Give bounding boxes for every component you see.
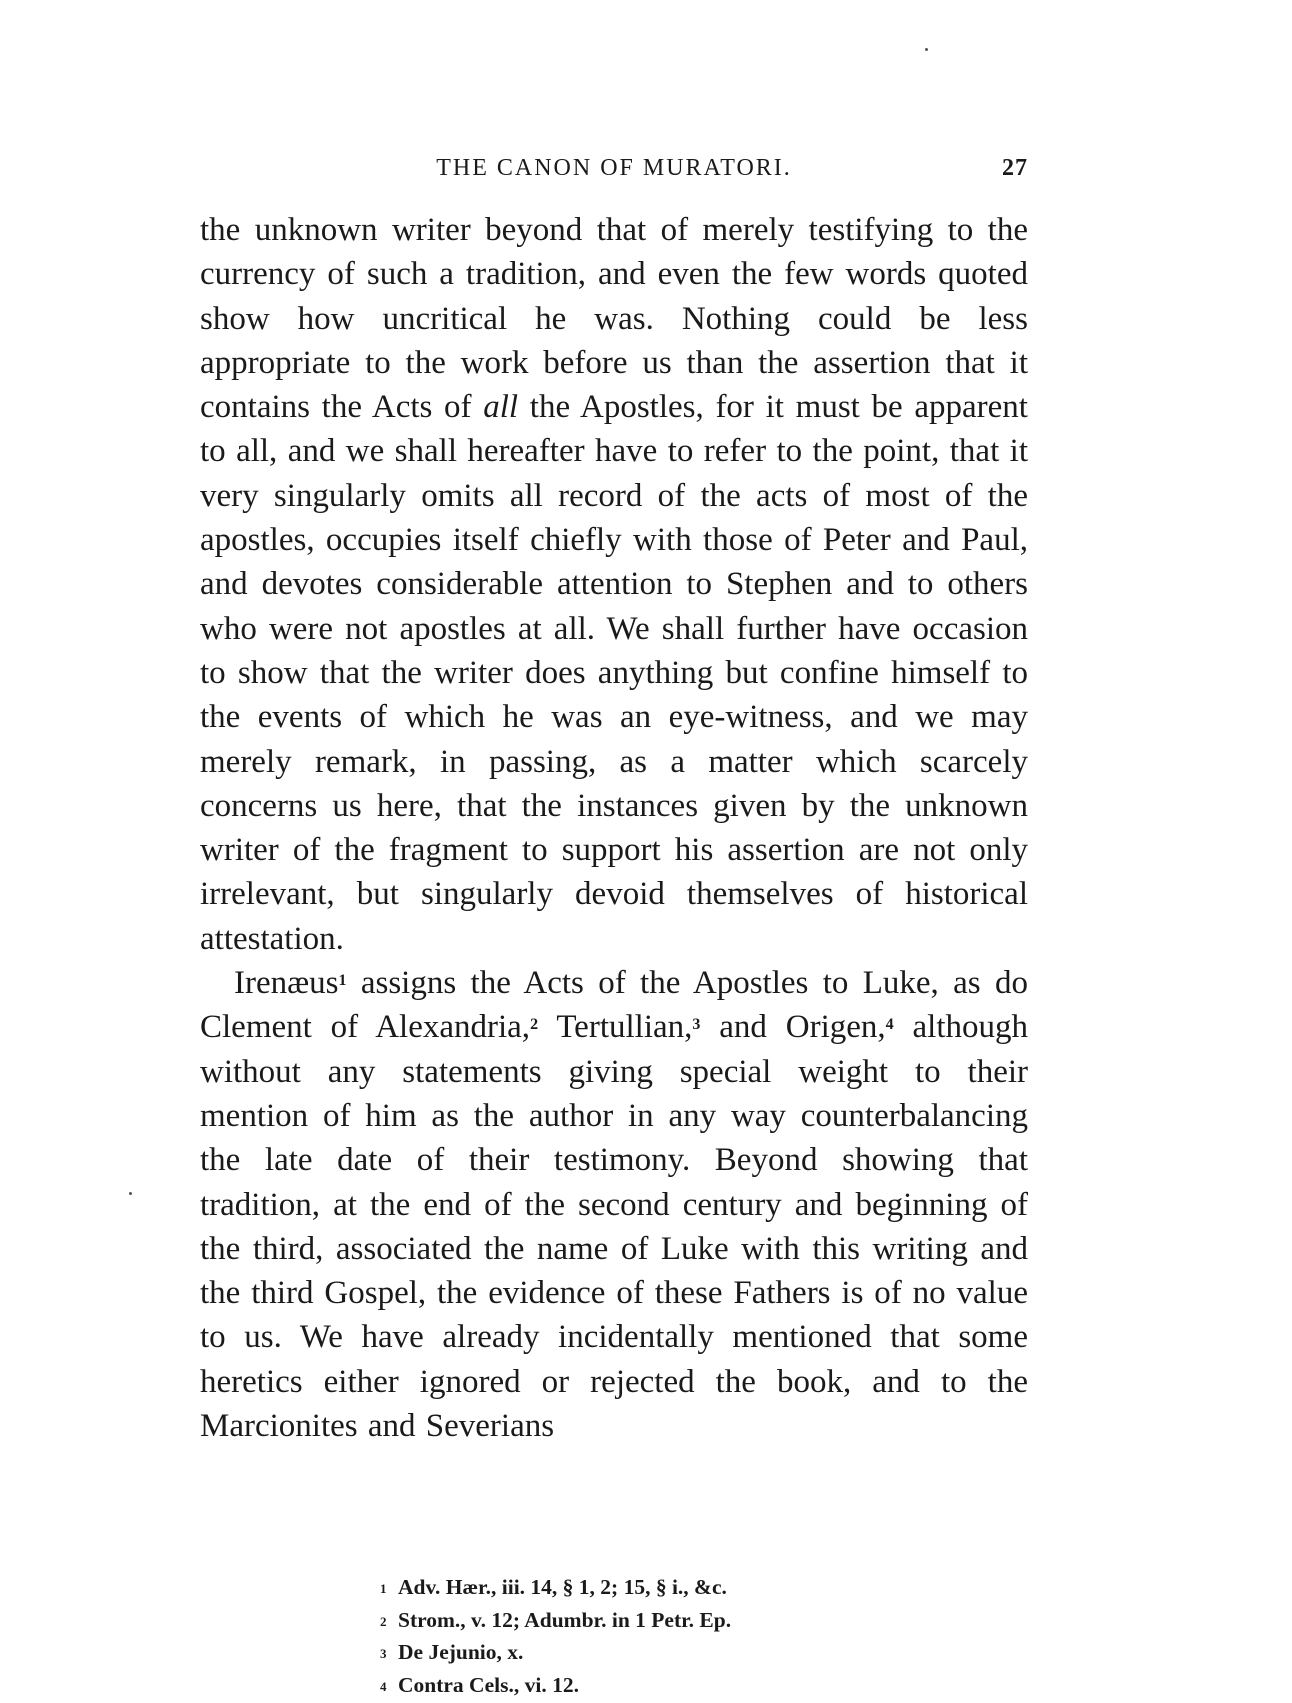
footnote [380, 1636, 1020, 1669]
footnote-reference: 4 [886, 1016, 894, 1033]
paragraph-text: the unknown writer beyond that of merely testifying to the currency of such a tradition, and even the few words quoted show how uncritical he was. Nothing could be less appropriate to the work before us than the assertion that it contains the Acts of [200, 212, 1028, 425]
footnote-text: De Jejunio, x. [398, 1640, 523, 1664]
footnote-text: Adv. Hær., iii. 14, § 1, 2; 15, § i., &c. [398, 1575, 727, 1599]
paragraph-text: although without any statements giving special weight to their mention of him as the author in any way counterbalancing the late date of their testimony. Beyond showing that tradition, at the end of the second century and beginning of the third, associated the name of Luke with this writing and the third Gospel, the evidence of these Fathers is of no value to us. We have already incidentally mentioned that some heretics either ignored or rejected the book, and to the Marcionites and Severians [200, 1009, 1028, 1444]
footnote-reference: 3 [692, 1016, 700, 1033]
footnote-mark: 2 [380, 1606, 398, 1639]
paragraph-text: and Origen, [700, 1009, 885, 1045]
paragraph-text: the Apostles, for it must be apparent to all, and we shall hereafter have to refer to the point, that it very singularly omits all record of the acts of most of the apostles, occupies itself chiefly with those of Peter and Paul, and devotes considerable attention to Stephen and to others who were not apostles at all. We shall further have occasion to show that the writer does anything but confine himself to the events of which he was an eye-witness, and we may merely remark, in passing, as a matter which scarcely concerns us here, that the instances given by the unknown writer of the fragment to support his assertion are not only irrelevant, but singularly devoid themselves of historical attestation. [200, 389, 1028, 957]
footnote [380, 1571, 1020, 1604]
paragraph-text: assigns the Acts of the Apostles to Luke, as do Clement of Alexandria, [200, 965, 1028, 1045]
emphasis: all [483, 389, 518, 425]
footnote-text: Strom., v. 12; Adumbr. in 1 Petr. Ep. [398, 1608, 731, 1632]
running-title: THE CANON OF MURATORI. [200, 155, 1028, 182]
paragraph-text: Irenæus [234, 965, 338, 1001]
footnote-mark: 3 [380, 1638, 398, 1671]
footnote-reference: 2 [530, 1016, 538, 1033]
footnote-reference: 1 [338, 972, 346, 989]
footnote-mark: 4 [380, 1671, 398, 1703]
footnote [380, 1604, 1020, 1637]
footnote-mark: 1 [380, 1573, 398, 1606]
body-text [200, 208, 1028, 1448]
footnotes [380, 1571, 1020, 1701]
page-header [200, 155, 1028, 195]
page-number: 27 [1002, 155, 1028, 182]
footnote-text: Contra Cels., vi. 12. [398, 1673, 579, 1697]
print-speck [925, 48, 928, 51]
paragraph [200, 208, 1028, 961]
paragraph [200, 961, 1028, 1448]
print-speck [129, 1192, 132, 1195]
paragraph-text: Tertullian, [538, 1009, 692, 1045]
footnote [380, 1669, 1020, 1702]
